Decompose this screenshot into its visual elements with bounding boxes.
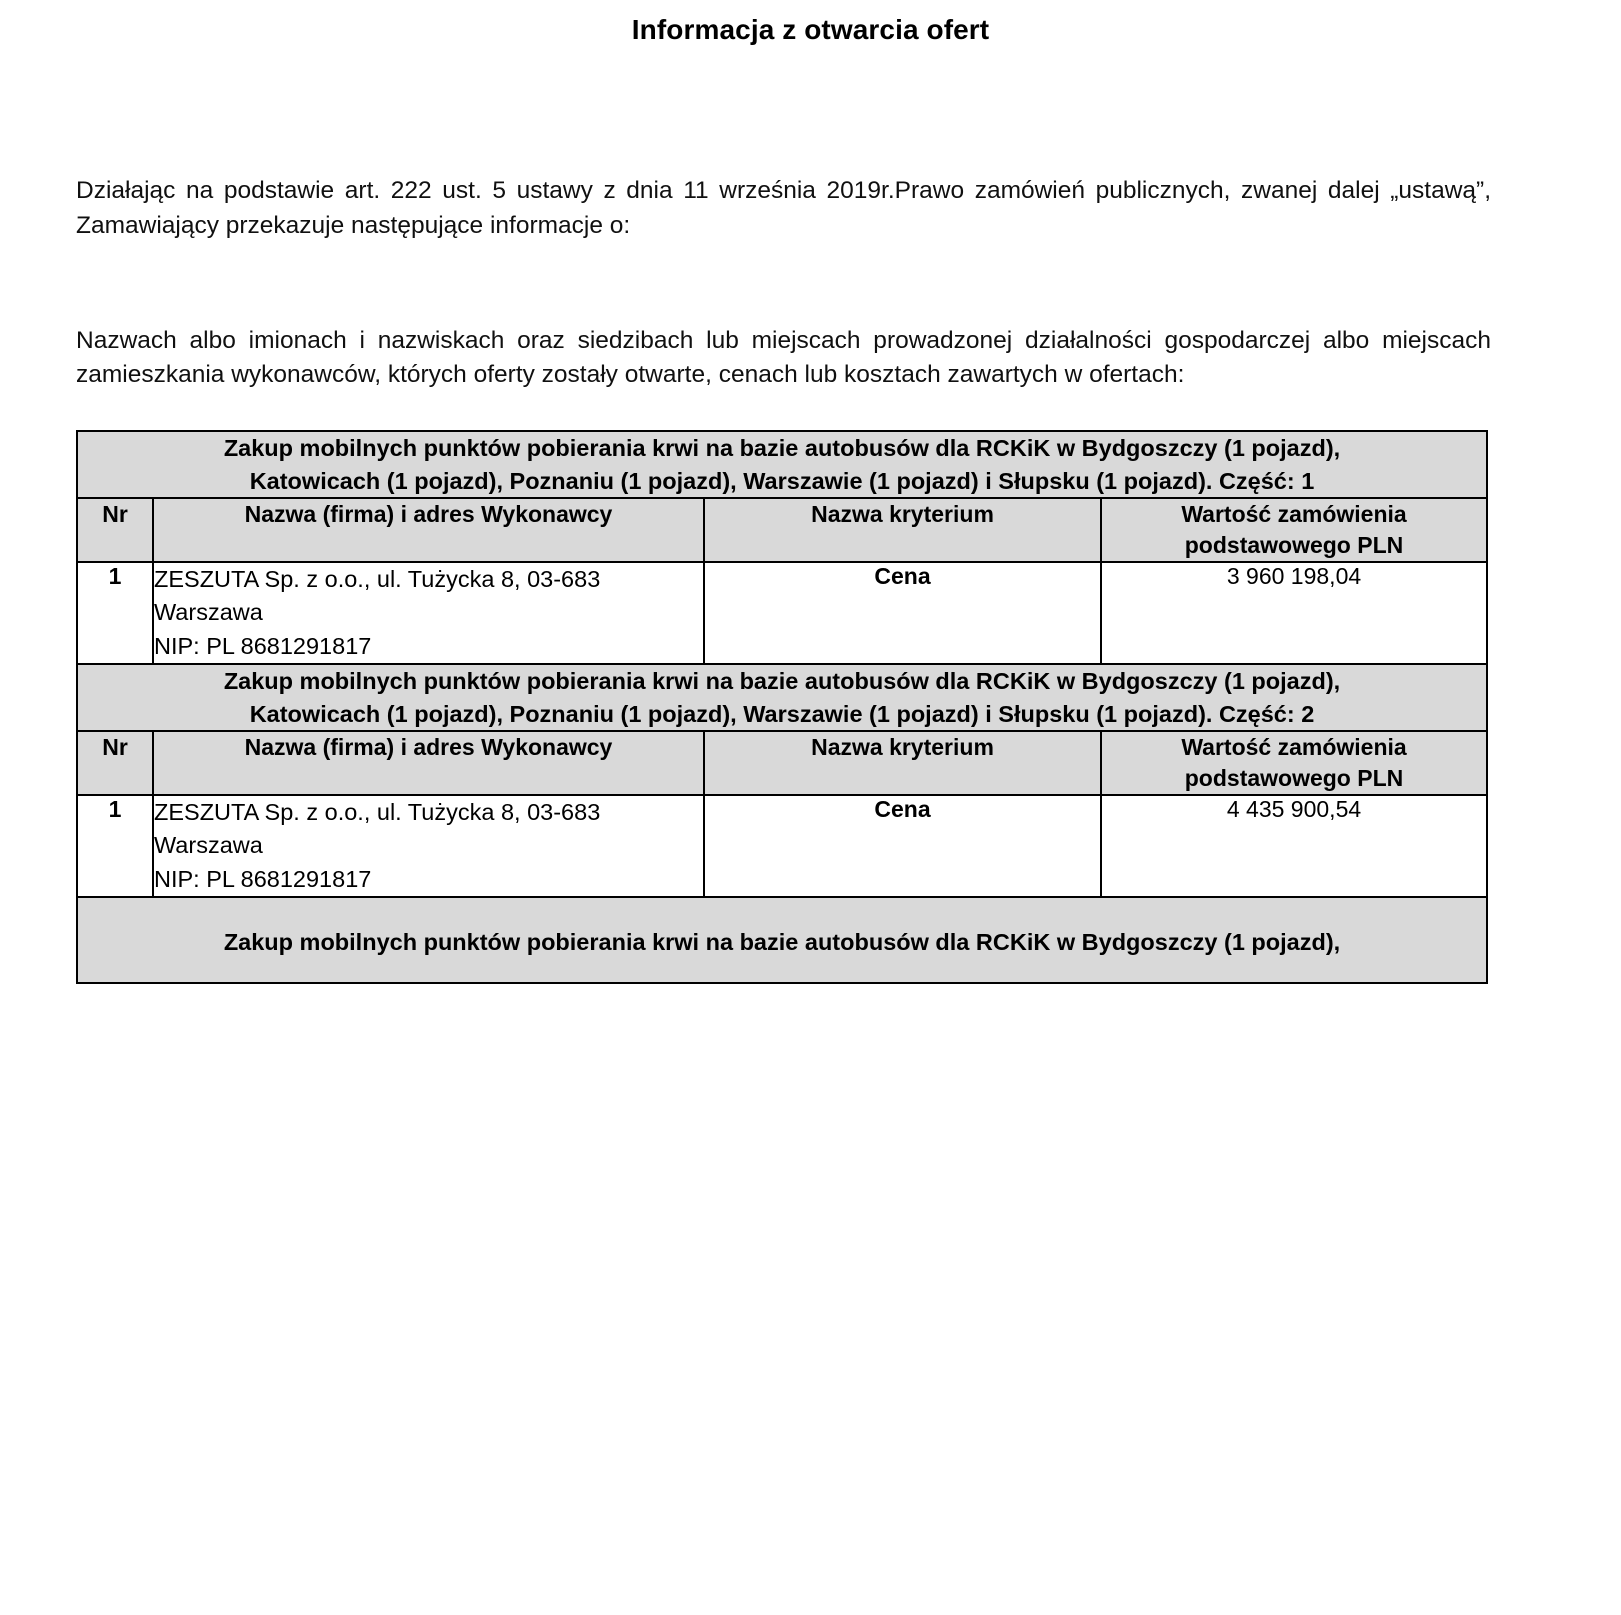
contractor-name-line-1: ZESZUTA Sp. z o.o., ul. Tużycka 8, 03-683 [154, 566, 601, 593]
column-header-value-line-2: podstawowego PLN [1184, 532, 1404, 559]
page-bottom-clip [0, 1215, 1621, 1615]
intro-paragraph-legal-basis: Działając na podstawie art. 222 ust. 5 ustawy z dnia 11 września 2019r.Prawo zamówień publicznych, zwanej dalej „ustawą”, Zamawiający przekazuje następujące informacje o: [76, 177, 1491, 239]
section-title-cell [77, 431, 1487, 498]
row-criterion: Cena [704, 795, 1101, 897]
offers-table [76, 430, 1488, 983]
row-nr: 1 [77, 795, 153, 897]
column-header-value-line-1: Wartość zamówienia [1181, 500, 1407, 527]
contractor-nip: NIP: PL 8681291817 [154, 865, 372, 892]
column-header-value-line-1: Wartość zamówienia [1181, 733, 1407, 760]
column-header-criterion: Nazwa kryterium [704, 498, 1101, 562]
section-title-line-1: Zakup mobilnych punktów pobierania krwi na bazie autobusów dla RCKiK w Bydgoszczy (1 pojazd), [223, 435, 1341, 462]
row-value: 4 435 900,54 [1101, 795, 1487, 897]
table-row [77, 795, 1487, 897]
column-header-name: Nazwa (firma) i adres Wykonawcy [153, 498, 704, 562]
column-header-value-line-2: podstawowego PLN [1184, 765, 1404, 792]
contractor-nip: NIP: PL 8681291817 [154, 632, 372, 659]
column-header-value [1101, 498, 1487, 562]
contractor-name-line-1: ZESZUTA Sp. z o.o., ul. Tużycka 8, 03-683 [154, 799, 601, 826]
column-header-row [77, 498, 1487, 562]
page-title: Informacja z otwarcia ofert [631, 14, 990, 45]
column-header-row [77, 731, 1487, 795]
row-value: 3 960 198,04 [1101, 562, 1487, 664]
section-title-row [77, 664, 1487, 731]
row-nr: 1 [77, 562, 153, 664]
section-title-line-1: Zakup mobilnych punktów pobierania krwi na bazie autobusów dla RCKiK w Bydgoszczy (1 pojazd), [223, 929, 1341, 956]
section-title-row-truncated [77, 897, 1487, 982]
contractor-name-line-2: Warszawa [154, 832, 263, 859]
contractor-name-line-2: Warszawa [154, 599, 263, 626]
column-header-value [1101, 731, 1487, 795]
section-title-cell [77, 897, 1487, 982]
table-row [77, 562, 1487, 664]
row-contractor-name [153, 562, 704, 664]
column-header-nr: Nr [77, 731, 153, 795]
section-title-row [77, 431, 1487, 498]
row-criterion: Cena [704, 562, 1101, 664]
column-header-nr: Nr [77, 498, 153, 562]
section-title-cell [77, 664, 1487, 731]
section-title-line-2: Katowicach (1 pojazd), Poznaniu (1 pojazd), Warszawie (1 pojazd) i Słupsku (1 pojazd). Część: 1 [249, 467, 1315, 494]
intro-paragraph-disclosure: Nazwach albo imionach i nazwiskach oraz siedzibach lub miejscach prowadzonej działalności gospodarczej albo miejscach zamieszkania wykonawców, których oferty zostały otwarte, cenach lub kosztach zawartych w ofertach: [76, 326, 1491, 389]
section-title-line-2: Katowicach (1 pojazd), Poznaniu (1 pojazd), Warszawie (1 pojazd) i Słupsku (1 pojazd). Część: 2 [249, 700, 1315, 727]
column-header-criterion: Nazwa kryterium [704, 731, 1101, 795]
row-contractor-name [153, 795, 704, 897]
column-header-name: Nazwa (firma) i adres Wykonawcy [153, 731, 704, 795]
section-title-line-1: Zakup mobilnych punktów pobierania krwi na bazie autobusów dla RCKiK w Bydgoszczy (1 pojazd), [223, 668, 1341, 695]
